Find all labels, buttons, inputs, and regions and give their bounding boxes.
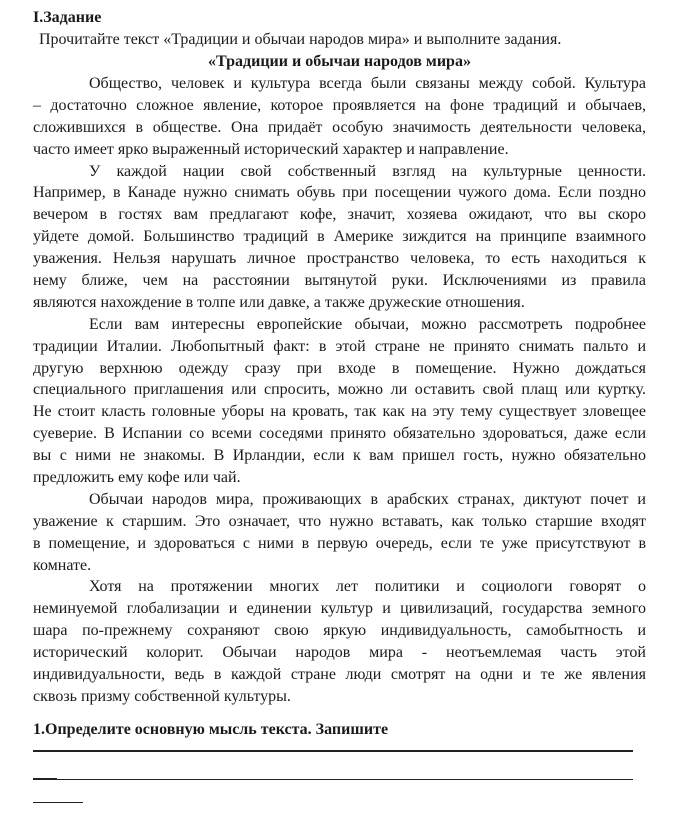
paragraph-line: сквозь призму собственной культуры.: [33, 687, 291, 705]
answer-line-2-start: [33, 778, 57, 780]
paragraph-line: предложить ему кофе или чай.: [33, 469, 241, 487]
paragraph-line: Обычаи народов мира, проживающих в арабских странах, диктуют почет и: [89, 490, 646, 508]
paragraph-line: У каждой нации свой собственный взгляд на культурные ценности.: [89, 162, 646, 180]
paragraph-line: вы с ними не знакомы. В Ирландии, если к вам пришел гость, нужно обязательно: [33, 447, 646, 465]
text-title: «Традиции и обычаи народов мира»: [208, 53, 471, 70]
question-1: 1.Определите основную мысль текста. Запишите: [33, 721, 389, 738]
paragraph-line: вечером в гостях вам предлагают кофе, значит, хозяева ожидают, что вы скоро: [33, 206, 646, 224]
paragraph-line: исторический колорит. Обычаи народов мира - неотъемлемая часть этой: [33, 644, 646, 662]
paragraph-line: шара по-прежнему сохраняют свою яркую индивидуальность, самобытность и: [33, 622, 646, 640]
paragraph-line: уважение к старшим. Это означает, что нужно вставать, как только старшие входят: [33, 512, 646, 530]
paragraph-line: сложившихся в обществе. Она придаёт особую значимость деятельности человека,: [33, 118, 646, 136]
section-heading: I.Задание: [33, 9, 102, 26]
paragraph-line: другую верхнюю одежду сразу при входе в помещение. Нужно дождаться: [33, 359, 646, 377]
paragraph-line: индивидуальности, ведь в каждой стране люди смотрят на одни и те же явления: [33, 666, 646, 684]
paragraph-line: комнате.: [33, 556, 92, 574]
answer-line-2[interactable]: [33, 779, 633, 780]
paragraph-line: часто имеет ярко выраженный исторический характер и направление.: [33, 140, 509, 158]
paragraph-line: Общество, человек и культура всегда были связаны между собой. Культура: [89, 75, 646, 92]
paragraph-line: уйдете домой. Большинство традиций в Америке зиждится на принципе взаимного: [33, 228, 646, 246]
paragraph-line: уважения. Нельзя нарушать личное пространство человека, то есть находиться к: [33, 250, 646, 268]
instruction-text: Прочитайте текст «Традиции и обычаи народов мира» и выполните задания.: [39, 31, 562, 48]
paragraph-line: традиции Италии. Любопытный факт: в этой стране не принято снимать пальто и: [33, 337, 646, 355]
paragraph-line: Хотя на протяжении многих лет политики и социологи говорят о: [89, 578, 646, 596]
paragraph-line: – достаточно сложное явление, которое проявляется на фоне традиций и обычаев,: [33, 96, 646, 114]
paragraph-line: специального приглашения или спросить, можно ли оставить свой плащ или куртку.: [33, 381, 646, 399]
answer-line-1[interactable]: [33, 750, 633, 752]
paragraph-line: суеверие. В Испании со всеми соседями принято обязательно здороваться, даже если: [33, 425, 646, 443]
paragraph-line: Например, в Канаде нужно снимать обувь при посещении чужого дома. Если поздно: [33, 184, 646, 202]
paragraph-line: в помещение, и здороваться с ними в первую очередь, если те уже присутствуют в: [33, 534, 646, 552]
answer-line-3[interactable]: [33, 802, 83, 803]
paragraph-line: Если вам интересны европейские обычаи, можно рассмотреть подробнее: [89, 315, 646, 333]
text-body: [33, 73, 646, 708]
paragraph-line: нему ближе, чем на расстоянии вытянутой руки. Исключениями из правила: [33, 272, 646, 290]
paragraph-line: неминуемой глобализации и единении культур и цивилизаций, государства земного: [33, 600, 646, 618]
paragraph-line: являются нахождение в толпе или давке, а также дружеские отношения.: [33, 293, 525, 311]
paragraph-line: Не стоит класть головные уборы на кровать, так как на эту тему существует зловещее: [33, 403, 646, 421]
document-page: [33, 7, 646, 708]
